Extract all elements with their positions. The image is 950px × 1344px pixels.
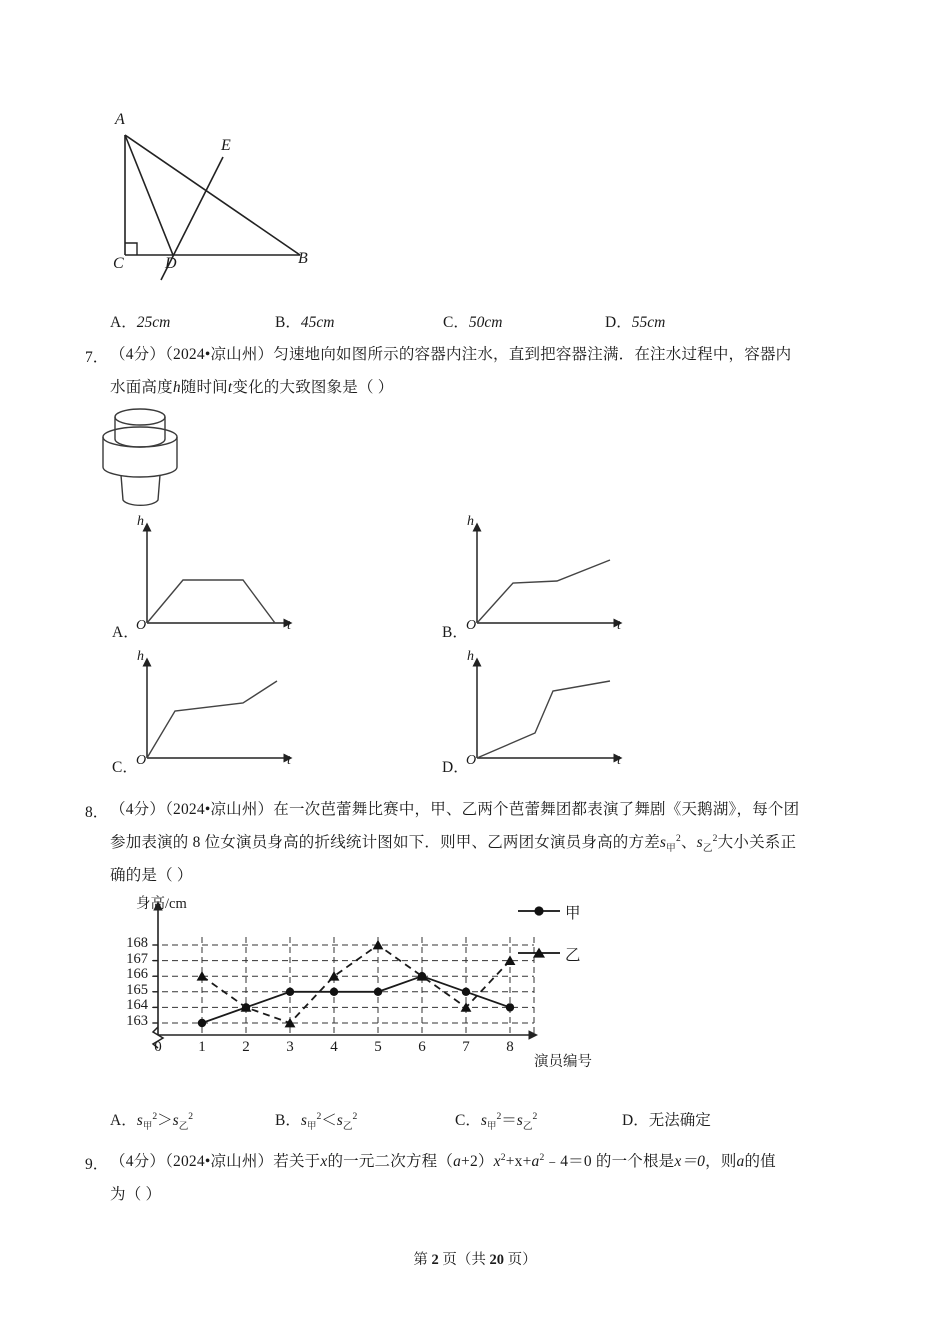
q7-stem-line2 (110, 378, 393, 398)
q8-stem-line3: 确的是（ ） (110, 867, 193, 884)
graph-a-svg (135, 518, 335, 636)
container-svg (85, 405, 265, 515)
graph-c-y-label: h (137, 649, 144, 664)
q9-var-a: a (453, 1153, 462, 1170)
q8-text1: 在一次芭蕾舞比赛中，甲、乙两个芭蕾舞团都表演了舞剧《天鹅湖》，每个团 (273, 801, 800, 818)
q7-var-h: h (172, 379, 181, 396)
graph-b-svg (465, 518, 665, 636)
footer-page-number: 2 (431, 1252, 439, 1268)
x-tick-1: 1 (198, 1039, 206, 1055)
q7-option-b-letter[interactable]: B． (442, 624, 468, 641)
x-tick-5: 5 (374, 1039, 382, 1055)
q6-option-b-unit: cm (316, 314, 335, 331)
q6-option-c-unit: cm (484, 314, 503, 331)
graph-a-y-label: h (137, 514, 144, 529)
q6-option-c-letter: C． (443, 314, 469, 331)
q7-text2-mid: 随时间 (180, 379, 228, 396)
x-tick-8: 8 (506, 1039, 514, 1055)
graph-d-x-label: t (617, 753, 621, 768)
q9-var-a-final: a (736, 1153, 745, 1170)
q6-option-d-value: 55 (631, 314, 648, 331)
legend-label-yi: 乙 (565, 947, 581, 964)
q9-plus2: +2） (461, 1153, 494, 1170)
y-tick-163: 163 (126, 1013, 148, 1029)
q8-variance-sup1: 2 (675, 832, 681, 844)
q9-stem-line2: 为（ ） (110, 1186, 162, 1203)
q6-option-a-value: 25 (136, 314, 153, 331)
q8-variance-s1: s (659, 834, 667, 851)
graph-d-svg (465, 653, 665, 771)
q7-option-a-graph[interactable] (135, 514, 335, 636)
graph-d-y-label: h (467, 649, 474, 664)
q6-option-c-value: 50 (468, 314, 485, 331)
graph-a-origin-label: O (136, 618, 147, 633)
triangle-figure (95, 105, 345, 290)
q7-option-b-graph[interactable] (465, 514, 665, 636)
q9-var-a2: a (531, 1153, 540, 1170)
q7-option-c-letter[interactable]: C． (112, 759, 138, 776)
q8-option-c[interactable]: C．$s_甲^2=s_乙^2$ (455, 1110, 538, 1133)
y-tick-164: 164 (126, 997, 148, 1014)
vertex-label-D: D (165, 255, 177, 272)
q9-text-tail: ﹣4＝0 的一个根是 (544, 1153, 675, 1170)
q6-option-a-unit: cm (152, 314, 171, 331)
q8-option-c-letter: C． (455, 1112, 481, 1129)
container-figure (85, 405, 265, 515)
q7-text2-post: 变化的大致图象是（ ） (232, 379, 394, 396)
q9-exp-2: 2 (500, 1151, 506, 1163)
graph-c-x-label: t (287, 753, 291, 768)
graph-c-svg (135, 653, 335, 771)
q8-option-d-text: 无法确定 (648, 1112, 711, 1129)
q9-text-mid: 的一元二次方程（ (327, 1153, 454, 1170)
q8-option-a-letter: A． (110, 1112, 137, 1129)
q9-var-x: x (320, 1153, 328, 1170)
q8-points: （4分） (110, 801, 166, 818)
legend-label-jia: 甲 (565, 905, 581, 922)
q7-text2-pre: 水面高度 (110, 379, 173, 396)
q8-source: （2024•凉山州） (165, 801, 274, 818)
graph-c-origin-label: O (136, 753, 147, 768)
graph-b-origin-label: O (466, 618, 477, 633)
x-tick-6: 6 (418, 1039, 426, 1055)
q9-stem-line1 (110, 1152, 776, 1172)
q8-variance-sep: 、 (680, 834, 697, 851)
x-tick-4: 4 (330, 1039, 338, 1055)
footer-suffix: 页） (507, 1252, 537, 1268)
footer-total-pages: 20 (489, 1252, 504, 1268)
y-tick-168: 168 (126, 935, 148, 951)
q6-option-d[interactable] (605, 310, 665, 332)
q6-option-a[interactable] (110, 310, 170, 332)
q9-points: （4分） (110, 1153, 166, 1170)
q9-plus-x: +x+ (505, 1153, 532, 1170)
page-footer (0, 1248, 950, 1269)
x-tick-0: 0 (154, 1039, 162, 1055)
footer-prefix: 第 (413, 1252, 428, 1268)
q8-variance-sub1: 甲 (666, 843, 676, 855)
q8-option-a[interactable]: A．$s_甲^2>s_乙^2$ (110, 1110, 194, 1133)
q9-text-end: ，则 (705, 1153, 737, 1170)
q7-option-a-letter[interactable]: A． (112, 624, 139, 641)
height-line-chart (110, 895, 670, 1080)
graph-b-x-label: t (617, 618, 621, 633)
x-tick-7: 7 (462, 1039, 470, 1055)
q8-option-d[interactable] (622, 1108, 711, 1130)
q7-source: （2024•凉山州） (165, 346, 274, 363)
vertex-label-C: C (113, 255, 124, 272)
graph-d-origin-label: O (466, 753, 477, 768)
q7-option-c-graph[interactable] (135, 649, 335, 771)
q8-variance-sub2: 乙 (702, 843, 713, 855)
x-tick-3: 3 (286, 1039, 294, 1055)
q6-option-d-letter: D． (605, 314, 632, 331)
q7-option-d-graph[interactable] (465, 649, 665, 771)
q6-option-b[interactable] (275, 310, 334, 332)
q8-number: 8． (85, 804, 109, 821)
q7-stem-line1 (110, 345, 791, 365)
q7-number: 7． (85, 349, 109, 366)
vertex-label-B: B (298, 250, 308, 267)
q9-exp-22: 2 (539, 1151, 545, 1163)
graph-b-y-label: h (467, 514, 474, 529)
footer-mid: 页（共 (442, 1252, 486, 1268)
q8-text2a: 参加表演的 8 位女演员身高的折线统计图如下．则甲、乙两团女演员身高的方差 (110, 834, 660, 851)
vertex-label-E: E (221, 137, 231, 154)
q9-text-final: 的值 (744, 1153, 776, 1170)
q9-root: x＝0 (674, 1153, 706, 1170)
q7-points: （4分） (110, 346, 166, 363)
graph-a-x-label: t (287, 618, 291, 633)
vertex-label-A: A (115, 111, 125, 128)
q9-text-pre: 若关于 (273, 1153, 321, 1170)
y-tick-166: 166 (126, 966, 148, 983)
q9-number: 9． (85, 1156, 109, 1173)
q6-option-a-letter: A． (110, 314, 137, 331)
q9-source: （2024•凉山州） (165, 1153, 274, 1170)
q8-option-b-letter: B． (275, 1112, 301, 1129)
q7-option-d-letter[interactable]: D． (442, 759, 469, 776)
q8-option-d-letter: D． (622, 1112, 649, 1129)
q8-stem-line1 (110, 800, 799, 820)
q6-option-b-value: 45 (300, 314, 317, 331)
q6-option-c[interactable] (443, 310, 502, 332)
chart-y-axis-title: 身高/cm (136, 896, 187, 912)
q8-option-b[interactable]: B．$s_甲^2<s_乙^2$ (275, 1110, 358, 1133)
q6-option-d-unit: cm (647, 314, 666, 331)
q8-text2-tail: 大小关系正 (717, 834, 797, 851)
y-tick-165: 165 (126, 981, 148, 998)
q7-text1: 匀速地向如图所示的容器内注水，直到把容器注满．在注水过程中，容器内 (273, 346, 792, 363)
q6-option-b-letter: B． (275, 314, 301, 331)
y-tick-167: 167 (126, 950, 148, 967)
q9-var-x2: x (493, 1153, 501, 1170)
q8-variance-sup2: 2 (712, 832, 718, 844)
q7-var-t: t (227, 379, 233, 396)
q8-stem-line2 (110, 833, 796, 853)
chart-x-axis-title: 演员编号 (534, 1054, 592, 1070)
q8-variance-s2: s (696, 834, 703, 851)
x-tick-2: 2 (242, 1039, 250, 1055)
